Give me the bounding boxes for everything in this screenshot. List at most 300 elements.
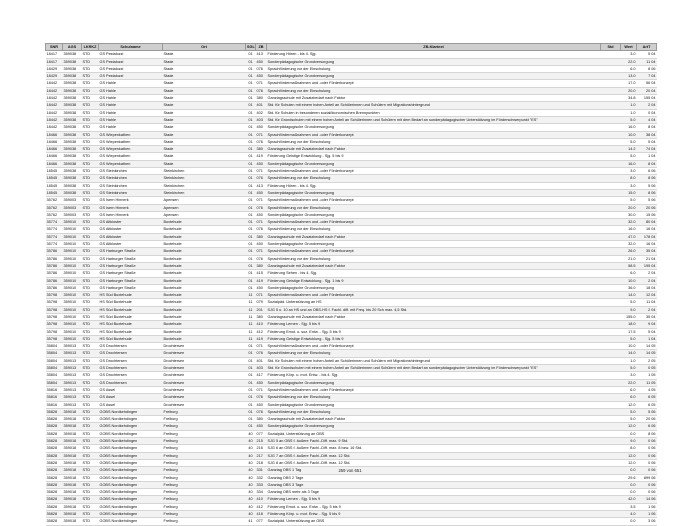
table-row	[46, 511, 657, 518]
col-sgl-cell: 40	[246, 467, 256, 474]
col-std-cell	[601, 153, 621, 160]
col-lkrkz-cell: STD	[82, 277, 99, 284]
col-std-cell	[601, 262, 621, 269]
col-sgl-cell: 01	[246, 401, 256, 408]
col-zb-cell: 380	[256, 95, 267, 102]
col-ags-cell: 359038	[63, 87, 82, 94]
col-sgl-cell: 01	[246, 394, 256, 401]
col-zb-klartext-cell: Förderung Emot. u. soz. Entw. - Sjg. 5 bis 9	[267, 503, 601, 510]
col-ort-cell: Freiburg	[163, 474, 246, 481]
col-artt-cell: 8 06	[637, 175, 657, 182]
col-std-cell	[601, 416, 621, 423]
col-lkrkz-cell: STD	[82, 219, 99, 226]
col-snr-cell: 35828	[46, 489, 63, 496]
col-sgl-cell: 01	[246, 241, 256, 248]
col-zb-klartext-cell: Förderung Körp. u. mot. Entw. - bis 4. Sjg.	[267, 372, 601, 379]
col-zb-klartext-cell: Ganztag OBS 3 Tage	[267, 481, 601, 488]
table-row	[46, 109, 657, 116]
col-zb-klartext-cell: Förderung Sehen - bis 4. Sjg.	[267, 270, 601, 277]
col-ort-cell: Drochtersen	[163, 379, 246, 386]
col-artt-cell: 2 04	[637, 102, 657, 109]
col-snr-cell: 35804	[46, 365, 63, 372]
col-artt-cell: 5 06	[637, 182, 657, 189]
col-snr-cell: 35762	[46, 211, 63, 218]
col-zb-cell: 412	[256, 503, 267, 510]
col-artt-cell: 899 06	[637, 474, 657, 481]
col-snr-cell: 18545	[46, 175, 63, 182]
col-sgl-cell: 01	[246, 211, 256, 218]
col-lkrkz-cell: STD	[82, 182, 99, 189]
col-ort-cell: Stade	[163, 160, 246, 167]
col-schulname-cell: GOBS Nordkehdingen	[99, 408, 163, 415]
col-ags-cell: 359013	[63, 372, 82, 379]
col-wert-cell: 5.0	[621, 299, 637, 306]
table-row	[46, 65, 657, 72]
col-wert-cell: 3.0	[621, 182, 637, 189]
col-zb-klartext-cell: Sozialpäd. Unterstützung an HS	[267, 299, 601, 306]
col-zb-cell: 076	[256, 226, 267, 233]
col-ort-cell: Apensen	[163, 197, 246, 204]
col-std-cell	[601, 131, 621, 138]
col-lkrkz-cell: STD	[82, 189, 99, 196]
col-schulname-cell: GOBS Nordkehdingen	[99, 459, 163, 466]
col-lkrkz-cell: STD	[82, 423, 99, 430]
col-ort-cell: Freiburg	[163, 467, 246, 474]
col-artt-cell: 0 06	[637, 467, 657, 474]
col-sgl-cell: 01	[246, 160, 256, 167]
col-schulname-cell: GOBS Nordkehdingen	[99, 474, 163, 481]
col-ags-cell: 359038	[63, 58, 82, 65]
col-ort-cell: Stade	[163, 102, 246, 109]
col-artt-cell: 6 05	[637, 394, 657, 401]
col-lkrkz-cell: STD	[82, 65, 99, 72]
col-lkrkz-cell: STD	[82, 489, 99, 496]
col-schulname-cell: GS Hahle	[99, 80, 163, 87]
col-zb-cell: 071	[256, 386, 267, 393]
col-ort-cell: Stade	[163, 51, 246, 58]
col-std-cell	[601, 51, 621, 58]
col-wert-cell: 0.0	[621, 489, 637, 496]
col-sgl-cell: 01	[246, 138, 256, 145]
col-sgl-cell: 01	[246, 65, 256, 72]
col-zb-cell: 218	[256, 459, 267, 466]
col-snr-cell: 35828	[46, 518, 63, 525]
col-wert-cell: 8.0	[621, 175, 637, 182]
col-ags-cell: 359010	[63, 284, 82, 291]
col-std-cell	[601, 372, 621, 379]
col-snr-cell: 35798	[46, 321, 63, 328]
col-ort-cell: Buxtehude	[163, 241, 246, 248]
col-artt-cell: 6 05	[637, 401, 657, 408]
report-sheet	[45, 43, 656, 526]
col-artt-cell: 8 06	[637, 189, 657, 196]
table-row	[46, 416, 657, 423]
col-sgl-cell: 01	[246, 365, 256, 372]
col-sgl-cell: 01	[246, 284, 256, 291]
table-row	[46, 153, 657, 160]
col-ort-cell: Buxtehude	[163, 277, 246, 284]
col-ags-cell: 359018	[63, 474, 82, 481]
table-row	[46, 518, 657, 525]
table-row	[46, 211, 657, 218]
table-row	[46, 248, 657, 255]
col-artt-cell: 15 06	[637, 211, 657, 218]
col-artt-cell: 56 04	[637, 80, 657, 87]
col-std-cell	[601, 211, 621, 218]
col-std-cell	[601, 219, 621, 226]
col-schulname-cell: GS Hahle	[99, 109, 163, 116]
col-lkrkz-cell: STD	[82, 241, 99, 248]
table-row	[46, 255, 657, 262]
col-sgl-cell: 01	[246, 73, 256, 80]
col-zb-klartext-cell: Sprachförderung vor der Einschulung	[267, 408, 601, 415]
col-ags-cell: 359018	[63, 430, 82, 437]
col-snr-cell: 35798	[46, 328, 63, 335]
col-ort-cell: Buxtehude	[163, 255, 246, 262]
col-ags-cell: 359013	[63, 343, 82, 350]
col-zb-klartext-cell: Std. für Schulen mit einem hohen Anteil an Schülerinnen und Schülern mit Migrationshintergrund	[267, 102, 601, 109]
col-std-cell	[601, 109, 621, 116]
col-ort-cell: Buxtehude	[163, 321, 246, 328]
col-sgl-cell: 01	[246, 379, 256, 386]
col-zb-klartext-cell: Sonderpädagogische Grundversorgung	[267, 211, 601, 218]
col-zb-klartext-cell: Sonderpädagogische Grundversorgung	[267, 189, 601, 196]
col-snr-cell: 35786	[46, 248, 63, 255]
col-std-cell	[601, 452, 621, 459]
col-std-cell	[601, 474, 621, 481]
col-lkrkz-header: LKRKZ	[82, 44, 99, 51]
col-artt-cell: 0 06	[637, 459, 657, 466]
col-zb-cell: 331	[256, 467, 267, 474]
col-schulname-cell: GS Wiepenkathen	[99, 138, 163, 145]
col-ags-cell: 359038	[63, 73, 82, 80]
col-zb-klartext-cell: Sonderpädagogische Grundversorgung	[267, 423, 601, 430]
col-wert-cell: 32.0	[621, 241, 637, 248]
table-row	[46, 423, 657, 430]
col-sgl-cell: 01	[246, 233, 256, 240]
col-snr-cell: 18466	[46, 131, 63, 138]
col-snr-cell: 35786	[46, 277, 63, 284]
col-wert-cell: 22.0	[621, 379, 637, 386]
col-zb-klartext-cell: Förderung Geistige Entwicklung - Sjg. 5 bis 9	[267, 335, 601, 342]
col-artt-cell: 20 06	[637, 204, 657, 211]
col-schulname-cell: GS Altkloster	[99, 241, 163, 248]
col-zb-klartext-cell: Sonderpädagogische Grundversorgung	[267, 124, 601, 131]
col-lkrkz-cell: STD	[82, 233, 99, 240]
col-schulname-cell: GS Hahle	[99, 124, 163, 131]
col-lkrkz-cell: STD	[82, 197, 99, 204]
col-zb-cell: 450	[256, 241, 267, 248]
col-std-cell	[601, 116, 621, 123]
col-ort-cell: Stade	[163, 73, 246, 80]
col-std-cell	[601, 481, 621, 488]
col-sgl-cell: 01	[246, 343, 256, 350]
col-artt-cell: 3 06	[637, 518, 657, 525]
col-snr-cell: 35774	[46, 233, 63, 240]
col-std-cell	[601, 328, 621, 335]
table-row	[46, 401, 657, 408]
col-zb-cell: 071	[256, 197, 267, 204]
col-schulname-cell: GOBS Nordkehdingen	[99, 438, 163, 445]
col-artt-cell: 5 06	[637, 408, 657, 415]
col-sgl-cell: 01	[246, 423, 256, 430]
col-lkrkz-cell: STD	[82, 292, 99, 299]
col-ags-cell: 359018	[63, 408, 82, 415]
col-wert-cell: 15.0	[621, 189, 637, 196]
col-zb-cell: 076	[256, 350, 267, 357]
col-lkrkz-cell: STD	[82, 503, 99, 510]
table-row	[46, 270, 657, 277]
col-ort-cell: Drochtersen	[163, 394, 246, 401]
col-snr-cell: 35786	[46, 262, 63, 269]
col-snr-cell: 35828	[46, 503, 63, 510]
col-schulname-cell: GS Drochtersen	[99, 379, 163, 386]
col-artt-cell: 7 04	[637, 73, 657, 80]
col-artt-cell: 8 06	[637, 430, 657, 437]
col-zb-klartext-cell: Sprachfördermaßnahmen und -oder Förderkonzept	[267, 80, 601, 87]
col-snr-cell: 35804	[46, 343, 63, 350]
col-artt-cell: 6 06	[637, 168, 657, 175]
col-artt-cell: 20 06	[637, 416, 657, 423]
col-sgl-cell: 11	[246, 321, 256, 328]
col-wert-cell: 5.0	[621, 416, 637, 423]
col-artt-cell: 0 06	[637, 481, 657, 488]
col-wert-cell: 3.0	[621, 372, 637, 379]
table-row	[46, 306, 657, 313]
table-row	[46, 73, 657, 80]
col-schulname-cell: GS Steinkirchen	[99, 189, 163, 196]
col-wert-cell: 6.0	[621, 394, 637, 401]
col-wert-cell: 5.0	[621, 116, 637, 123]
col-zb-klartext-cell: Förderung Lernen - Sjg. 5 bis 9	[267, 496, 601, 503]
col-zb-cell: 410	[256, 321, 267, 328]
col-artt-cell: 2 04	[637, 306, 657, 313]
col-lkrkz-cell: STD	[82, 270, 99, 277]
col-sgl-cell: 40	[246, 452, 256, 459]
col-ags-cell: 359013	[63, 350, 82, 357]
col-zb-klartext-cell: Ganztag OBS mehr als 3 Tage	[267, 489, 601, 496]
col-artt-cell: 1 05	[637, 372, 657, 379]
col-zb-cell: 402	[256, 109, 267, 116]
col-zb-klartext-cell: SJG 7 an OBS f. äußere Fachl.-Diff. max. 12 Std.	[267, 452, 601, 459]
col-std-cell	[601, 175, 621, 182]
col-snr-cell: 35798	[46, 292, 63, 299]
col-std-cell	[601, 299, 621, 306]
col-ags-cell: 359013	[63, 365, 82, 372]
col-lkrkz-cell: STD	[82, 365, 99, 372]
col-sgl-cell: 01	[246, 189, 256, 196]
col-wert-cell: 0.0	[621, 467, 637, 474]
col-zb-klartext-cell: Ganztagsschule mit Zusatzbedarf nach Faktor	[267, 262, 601, 269]
col-lkrkz-cell: STD	[82, 496, 99, 503]
col-schulname-cell: GOBS Nordkehdingen	[99, 496, 163, 503]
col-ort-cell: Stade	[163, 58, 246, 65]
col-snr-cell: 35804	[46, 379, 63, 386]
col-sgl-cell: 01	[246, 95, 256, 102]
table-body	[46, 51, 657, 525]
col-schulname-cell: GS Assel	[99, 394, 163, 401]
col-ags-cell: 359003	[63, 197, 82, 204]
col-schulname-cell: HS Süd Buxtehude	[99, 306, 163, 313]
col-sgl-cell: 41	[246, 518, 256, 525]
col-zb-klartext-cell: Förderung Hören - bis 4. Sjg.	[267, 182, 601, 189]
col-ags-cell: 359010	[63, 226, 82, 233]
col-ort-cell: Stade	[163, 116, 246, 123]
col-snr-cell: 18545	[46, 182, 63, 189]
col-zb-klartext-cell: Förderung Emot. u. soz. Entw. - Sjg. 5 bis 9	[267, 328, 601, 335]
col-zb-cell: 076	[256, 65, 267, 72]
col-zb-klartext-cell: Sonderpädagogische Grundversorgung	[267, 401, 601, 408]
col-wert-cell: 10.0	[621, 131, 637, 138]
col-wert-cell: 10.0	[621, 343, 637, 350]
col-schulname-cell: GS Harburger Straße	[99, 270, 163, 277]
col-lkrkz-cell: STD	[82, 255, 99, 262]
col-wert-cell: 0.0	[621, 430, 637, 437]
col-zb-klartext-cell: Förderung Geistige Entwicklung - Sjg. 5 bis 9	[267, 153, 601, 160]
col-snr-cell: 35828	[46, 452, 63, 459]
col-std-cell	[601, 394, 621, 401]
col-sgl-cell: 01	[246, 226, 256, 233]
col-schulname-cell: GS Steinkirchen	[99, 182, 163, 189]
col-std-cell	[601, 182, 621, 189]
col-ags-cell: 359018	[63, 423, 82, 430]
col-std-cell	[601, 226, 621, 233]
col-sgl-cell: 40	[246, 496, 256, 503]
col-sgl-cell: 01	[246, 248, 256, 255]
col-zb-klartext-cell: Ganztagsschule mit Zusatzbedarf nach Faktor	[267, 146, 601, 153]
col-lkrkz-cell: STD	[82, 284, 99, 291]
col-sgl-cell: 11	[246, 313, 256, 320]
col-zb-cell: 450	[256, 73, 267, 80]
col-wert-cell: 34.8	[621, 95, 637, 102]
col-lkrkz-cell: STD	[82, 299, 99, 306]
col-ort-cell: Drochtersen	[163, 386, 246, 393]
col-artt-cell: 1 06	[637, 503, 657, 510]
col-ags-cell: 359038	[63, 189, 82, 196]
col-snr-cell: 35804	[46, 372, 63, 379]
col-zb-klartext-header: ZB-Klartext	[267, 44, 601, 51]
col-sgl-cell: 01	[246, 168, 256, 175]
col-wert-cell: 14.0	[621, 292, 637, 299]
col-zb-cell: 071	[256, 168, 267, 175]
col-sgl-cell: 11	[246, 299, 256, 306]
col-zb-klartext-cell: Sprachförderung vor der Einschulung	[267, 87, 601, 94]
col-zb-klartext-cell: Ganztagsschule mit Zusatzbedarf nach Faktor	[267, 233, 601, 240]
col-schulname-cell: GOBS Nordkehdingen	[99, 481, 163, 488]
col-snr-cell: 18442	[46, 102, 63, 109]
col-artt-cell: 2 04	[637, 270, 657, 277]
col-zb-klartext-cell: SJG 5 u. 10 an HS und an OBS-HS f. Fachl. diff. mit Freq. bis 20 Sch max. 4,5 Std.	[267, 306, 601, 313]
table-row	[46, 80, 657, 87]
col-std-cell	[601, 335, 621, 342]
col-ort-cell: Drochtersen	[163, 365, 246, 372]
col-schulname-cell: GS Isern Hinnerk	[99, 211, 163, 218]
col-lkrkz-cell: STD	[82, 416, 99, 423]
col-zb-cell: 076	[256, 408, 267, 415]
col-snr-cell: 18442	[46, 109, 63, 116]
col-wert-cell: 20.0	[621, 204, 637, 211]
table-row	[46, 430, 657, 437]
table-row	[46, 219, 657, 226]
col-snr-cell: 18466	[46, 146, 63, 153]
col-artt-cell: 8 04	[637, 124, 657, 131]
col-schulname-cell: GS Altkloster	[99, 219, 163, 226]
col-schulname-cell: GOBS Nordkehdingen	[99, 430, 163, 437]
col-std-cell	[601, 343, 621, 350]
col-schulname-cell: GS Drochtersen	[99, 372, 163, 379]
col-schulname-cell: GS Wiepenkathen	[99, 131, 163, 138]
col-ort-cell: Drochtersen	[163, 343, 246, 350]
col-sgl-cell: 40	[246, 459, 256, 466]
col-zb-cell: 215	[256, 438, 267, 445]
col-artt-cell: 35 04	[637, 248, 657, 255]
col-zb-klartext-cell: Ganztag OBS 1 Tag	[267, 467, 601, 474]
col-schulname-cell: GOBS Nordkehdingen	[99, 489, 163, 496]
col-ags-cell: 359010	[63, 335, 82, 342]
col-snr-cell: 35816	[46, 394, 63, 401]
col-ags-cell: 359038	[63, 160, 82, 167]
col-lkrkz-cell: STD	[82, 262, 99, 269]
table-row	[46, 138, 657, 145]
col-ort-cell: Freiburg	[163, 511, 246, 518]
col-sgl-cell: 01	[246, 51, 256, 58]
table-row	[46, 503, 657, 510]
table-row	[46, 262, 657, 269]
table-row	[46, 343, 657, 350]
col-ags-cell: 359003	[63, 204, 82, 211]
col-wert-cell: 12.0	[621, 423, 637, 430]
col-lkrkz-cell: STD	[82, 379, 99, 386]
col-lkrkz-cell: STD	[82, 350, 99, 357]
col-ags-cell: 359013	[63, 357, 82, 364]
table-row	[46, 459, 657, 466]
col-wert-cell: 14.0	[621, 350, 637, 357]
col-wert-cell: 8.0	[621, 445, 637, 452]
col-snr-cell: 35828	[46, 459, 63, 466]
col-schulname-cell: GS Isern Hinnerk	[99, 197, 163, 204]
col-zb-klartext-cell: Sprachfördermaßnahmen und -oder Förderkonzept	[267, 248, 601, 255]
col-ags-cell: 359010	[63, 313, 82, 320]
table-row	[46, 328, 657, 335]
col-ags-cell: 359010	[63, 255, 82, 262]
col-snr-cell: 35786	[46, 270, 63, 277]
col-snr-cell: 35828	[46, 474, 63, 481]
col-lkrkz-cell: STD	[82, 95, 99, 102]
col-artt-header: ArtT	[637, 44, 657, 51]
col-std-cell	[601, 284, 621, 291]
col-ags-cell: 359018	[63, 459, 82, 466]
col-ags-cell: 359013	[63, 379, 82, 386]
col-lkrkz-cell: STD	[82, 518, 99, 525]
col-ort-cell: Drochtersen	[163, 372, 246, 379]
col-artt-cell: 74 04	[637, 146, 657, 153]
col-artt-cell: 0 06	[637, 438, 657, 445]
col-zb-klartext-cell: Sprachförderung vor der Einschulung	[267, 394, 601, 401]
col-sgl-cell: 01	[246, 175, 256, 182]
col-ort-cell: Stade	[163, 131, 246, 138]
col-ort-cell: Freiburg	[163, 452, 246, 459]
col-lkrkz-cell: STD	[82, 430, 99, 437]
col-zb-klartext-cell: Sprachfördermaßnahmen und -oder Förderkonzept	[267, 131, 601, 138]
col-sgl-cell: 40	[246, 445, 256, 452]
col-wert-cell: 32.0	[621, 219, 637, 226]
col-sgl-header: SGL	[247, 45, 255, 49]
col-artt-cell: 4 05	[637, 386, 657, 393]
col-ags-cell: 359010	[63, 262, 82, 269]
col-zb-cell: 076	[256, 255, 267, 262]
col-zb-cell: 077	[256, 518, 267, 525]
col-artt-cell: 12 04	[637, 292, 657, 299]
